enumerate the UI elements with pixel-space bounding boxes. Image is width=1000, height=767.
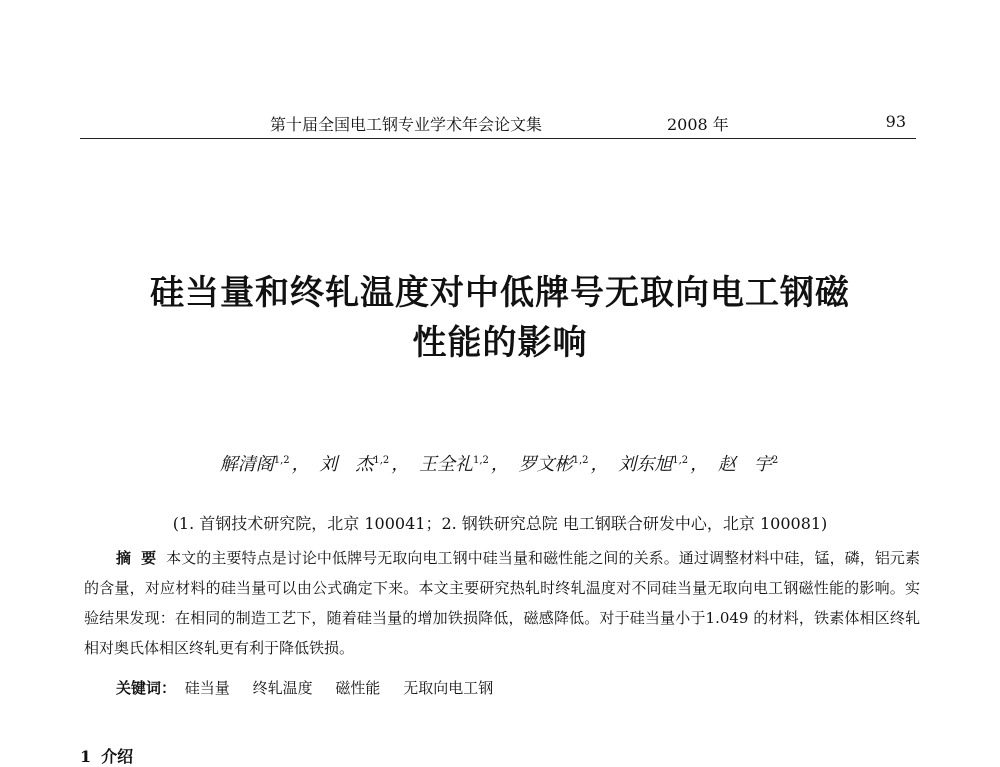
author-name: 解清阁 bbox=[219, 454, 274, 475]
keywords bbox=[116, 677, 507, 698]
author-affiliation-mark: 1,2 bbox=[373, 455, 390, 466]
author-name: 王全礼 bbox=[418, 454, 473, 475]
journal-title: 第十届全国电工钢专业学术年会论文集 bbox=[270, 115, 543, 134]
abstract bbox=[84, 543, 920, 663]
section-number: 1 bbox=[80, 747, 92, 766]
title-line-2: 性能的影响 bbox=[412, 323, 588, 363]
keyword: 硅当量 bbox=[184, 679, 230, 697]
affiliation: (1. 首钢技术研究院，北京 100041；2. 钢铁研究总院 电工钢联合研发中心，北京 100081) bbox=[172, 514, 828, 533]
author-separator: ， bbox=[291, 454, 310, 475]
author-separator: ， bbox=[590, 454, 609, 475]
section-title: 介绍 bbox=[101, 747, 134, 766]
author-affiliation-mark: 1,2 bbox=[472, 455, 489, 466]
abstract-label: 摘要 bbox=[116, 549, 167, 567]
running-header bbox=[80, 112, 916, 139]
paper-title bbox=[80, 268, 920, 368]
keyword: 无取向电工钢 bbox=[403, 679, 494, 697]
page-number: 93 bbox=[885, 112, 906, 131]
author-name: 罗文彬 bbox=[518, 454, 573, 475]
author bbox=[618, 454, 708, 475]
author-name: 刘 杰 bbox=[319, 454, 374, 475]
title-line-1: 硅当量和终轧温度对中低牌号无取向电工钢磁 bbox=[150, 273, 850, 313]
author bbox=[319, 454, 409, 475]
keyword: 磁性能 bbox=[335, 679, 381, 697]
author-name: 刘东旭 bbox=[618, 454, 673, 475]
author-separator: ， bbox=[391, 454, 410, 475]
author-list bbox=[80, 450, 920, 476]
author-separator: ， bbox=[490, 454, 509, 475]
keywords-label: 关键词： bbox=[116, 679, 177, 697]
keyword: 终轧温度 bbox=[252, 679, 313, 697]
section-heading bbox=[80, 744, 133, 767]
author bbox=[419, 454, 509, 475]
abstract-text: 本文的主要特点是讨论中低牌号无取向电工钢中硅当量和磁性能之间的关系。通过调整材料中硅，锰，磷，铝元素的含量，对应材料的硅当量可以由公式确定下来。本文主要研究热轧时终轧温度对不同硅当量无取向电工钢磁性能的影响。实验结果发现：在相同的制造工艺下，随着硅当量的增加铁损降低，磁感降低。对于硅当量小于1.049 的材料，铁素体相区终轧相对奥氏体相区终轧更有利于降低铁损。 bbox=[84, 549, 920, 657]
author bbox=[519, 454, 609, 475]
author-name: 赵 宇 bbox=[717, 454, 772, 475]
author-affiliation-mark: 1,2 bbox=[572, 455, 589, 466]
author-affiliation-mark: 1,2 bbox=[273, 455, 290, 466]
author-affiliation-mark: 2 bbox=[771, 455, 779, 466]
publication-year: 2008 年 bbox=[667, 115, 729, 134]
author-affiliation-mark: 1,2 bbox=[672, 455, 689, 466]
author bbox=[220, 454, 310, 475]
author-separator: ， bbox=[690, 454, 709, 475]
author bbox=[718, 454, 780, 475]
